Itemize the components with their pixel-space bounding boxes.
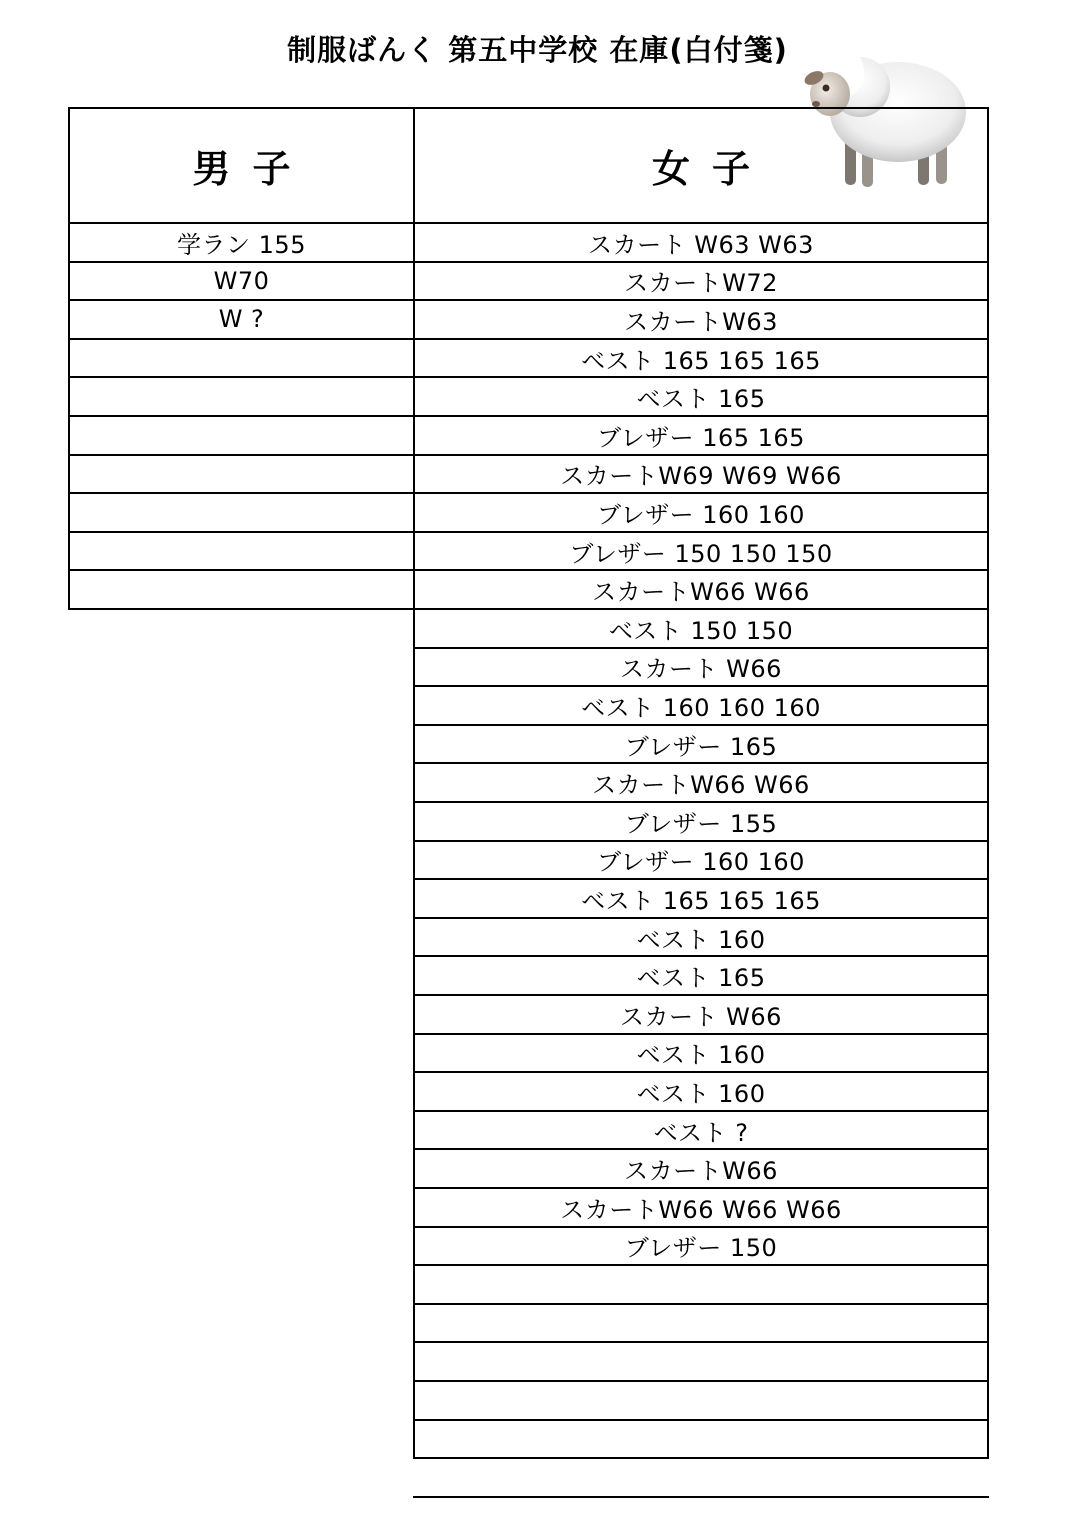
girls-item [415,1304,987,1343]
boys-item [70,570,413,609]
girls-item [415,1265,987,1304]
girls-item: ブレザー 160 160 [597,848,805,877]
girls-header: 女子 [651,147,772,191]
girls-item [415,1381,987,1420]
girls-item: ブレザー 165 165 [597,423,805,452]
girls-item: ベスト 160 [636,1079,766,1108]
girls-row-divider [413,1496,989,1498]
girls-item: スカートW66 W66 [592,578,810,607]
girls-item: スカートW66 [624,1157,778,1186]
boys-item: W70 [213,266,270,295]
boys-header: 男子 [192,147,313,191]
girls-item: ベスト 160 160 160 [581,693,821,722]
girls-item [415,1342,987,1381]
girls-item: スカートW63 [624,307,778,336]
girls-item: ブレザー 150 [624,1234,778,1263]
girls-item: ブレザー 160 160 [597,500,805,529]
girls-item: ブレザー 165 [624,732,778,761]
girls-item: ベスト ? [653,1118,749,1147]
girls-item [415,1420,987,1459]
boys-item [70,377,413,416]
boys-item [70,532,413,571]
boys-item: W ? [218,305,265,334]
boys-item [70,416,413,455]
girls-table-right-border [987,107,989,1457]
girls-item: ベスト 160 [636,925,766,954]
girls-item: ベスト 165 165 165 [581,886,821,915]
boys-item [70,455,413,494]
page-title: 制服ばんく 第五中学校 在庫(白付箋) [287,33,788,67]
girls-item: スカートW66 W66 W66 [560,1195,842,1224]
girls-item: スカート W66 [620,1002,782,1031]
girls-item: ベスト 165 165 165 [581,346,821,375]
girls-item: スカート W63 W63 [588,230,814,259]
girls-item: ベスト 150 150 [608,616,794,645]
boys-item [70,493,413,532]
girls-item: ブレザー 155 [624,809,778,838]
girls-item: ベスト 165 [636,385,766,414]
boys-item: 学ラン 155 [177,230,306,259]
girls-item: スカート W66 [620,655,782,684]
girls-item: スカートW66 W66 [592,771,810,800]
boys-row-divider [68,608,415,610]
girls-item: ベスト 165 [636,964,766,993]
boys-item [70,339,413,378]
girls-item: ブレザー 150 150 150 [569,539,833,568]
girls-item [415,1458,987,1497]
girls-item: スカートW72 [624,269,778,298]
girls-item: スカートW69 W69 W66 [560,462,842,491]
girls-item: ベスト 160 [636,1041,766,1070]
